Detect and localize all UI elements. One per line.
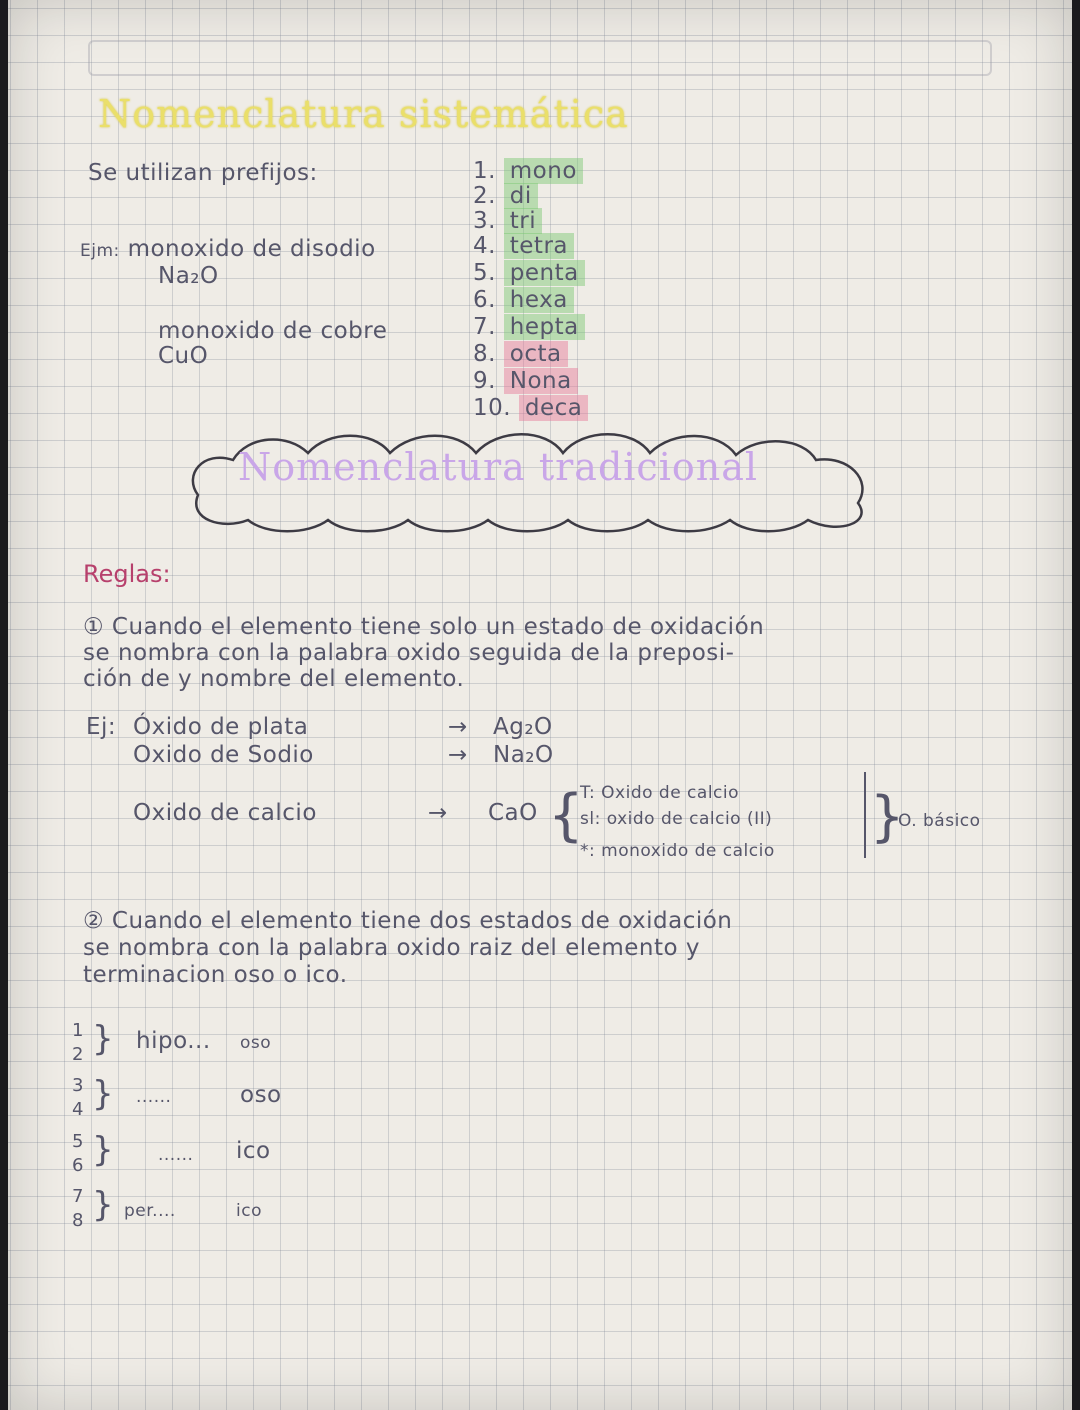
- prefix-name: tri: [504, 208, 542, 234]
- variant-stock: sl: oxido de calcio (II): [580, 809, 773, 829]
- regla1-line1: ① Cuando el elemento tiene solo un estado de oxidación: [83, 614, 765, 640]
- page-title: Nomenclatura sistemática: [98, 92, 629, 136]
- row-brace: }: [92, 1130, 114, 1170]
- prefix-item: [473, 368, 578, 394]
- ejemplo2-formula: CuO: [158, 343, 209, 369]
- regla2-line1: ② Cuando el elemento tiene dos estados de oxidación: [83, 908, 733, 934]
- prefix-name: mono: [504, 158, 583, 184]
- ejemplo-oxido-sodio: Oxido de Sodio: [133, 742, 314, 768]
- arrow-1: →: [448, 714, 468, 740]
- prefix-item: [473, 287, 574, 313]
- prefix-number: 7.: [473, 314, 496, 340]
- prefix-number: 3.: [473, 208, 496, 234]
- right-brace: }: [870, 785, 905, 848]
- header-box: [88, 40, 992, 76]
- prefix-number: 2.: [473, 183, 496, 209]
- prefix-item: [473, 208, 542, 234]
- prefix-name: penta: [504, 260, 585, 286]
- ejemplos-label: Ej:: [86, 714, 117, 740]
- prefix-number: 5.: [473, 260, 496, 286]
- prefix-item: [473, 183, 538, 209]
- row-number: 6: [72, 1155, 84, 1176]
- ejemplo1-formula: Na₂O: [158, 263, 219, 289]
- row-prefix: ......: [158, 1145, 194, 1165]
- formula-na2o: Na₂O: [493, 742, 554, 768]
- prefix-number: 1.: [473, 158, 496, 184]
- row-number: 1: [72, 1020, 84, 1041]
- row-prefix: per....: [124, 1201, 176, 1221]
- formula-ag2o: Ag₂O: [493, 714, 553, 740]
- row-number: 3: [72, 1075, 84, 1096]
- prefix-name: octa: [504, 341, 568, 367]
- row-suffix: ico: [236, 1201, 262, 1221]
- regla1-line2: se nombra con la palabra oxido seguida de la preposi-: [83, 640, 735, 666]
- prefix-item: [473, 233, 574, 259]
- arrow-2: →: [448, 742, 468, 768]
- ejemplo-label: Ejm:: [80, 241, 120, 261]
- formula-cao: CaO: [488, 800, 538, 826]
- tradicional-title: Nomenclatura tradicional: [238, 445, 759, 489]
- regla1-line3: ción de y nombre del elemento.: [83, 666, 465, 692]
- variant-tradicional: T: Oxido de calcio: [580, 783, 740, 803]
- row-number: 2: [72, 1044, 84, 1065]
- divider-line: [864, 772, 866, 858]
- ejemplo-oxido-calcio: Oxido de calcio: [133, 800, 317, 826]
- prefix-number: 8.: [473, 341, 496, 367]
- prefix-number: 9.: [473, 368, 496, 394]
- arrow-3: →: [428, 800, 448, 826]
- ejemplo-oxido-plata: Óxido de plata: [133, 714, 309, 740]
- left-brace: {: [548, 783, 584, 848]
- prefix-name: deca: [519, 395, 589, 421]
- prefix-number: 6.: [473, 287, 496, 313]
- prefix-number: 10.: [473, 395, 512, 421]
- notebook-page: [8, 0, 1072, 1410]
- prefix-name: Nona: [504, 368, 578, 394]
- reglas-heading: Reglas:: [83, 560, 171, 588]
- row-brace: }: [92, 1185, 114, 1225]
- row-suffix: oso: [240, 1033, 272, 1053]
- prefijos-intro: Se utilizan prefijos:: [88, 160, 318, 186]
- prefix-number: 4.: [473, 233, 496, 259]
- regla2-line2: se nombra con la palabra oxido raiz del elemento y: [83, 935, 700, 961]
- row-number: 5: [72, 1131, 84, 1152]
- row-suffix: oso: [240, 1082, 282, 1108]
- prefix-name: hexa: [504, 287, 574, 313]
- ejemplo-line-1: [80, 236, 376, 264]
- prefix-name: tetra: [504, 233, 574, 259]
- prefix-item: [473, 314, 585, 340]
- oxido-basico-label: O. básico: [898, 811, 981, 831]
- row-brace: }: [92, 1074, 114, 1114]
- row-prefix: ......: [136, 1087, 172, 1107]
- row-number: 4: [72, 1099, 84, 1120]
- prefix-name: hepta: [504, 314, 585, 340]
- regla2-line3: terminacion oso o ico.: [83, 962, 348, 988]
- prefix-item: [473, 341, 568, 367]
- row-prefix: hipo...: [136, 1028, 211, 1054]
- prefix-item: [473, 158, 583, 184]
- row-brace: }: [92, 1019, 114, 1059]
- ejemplo1-name: monoxido de disodio: [127, 236, 376, 262]
- prefix-name: di: [504, 183, 538, 209]
- variant-sistematica: *: monoxido de calcio: [580, 841, 775, 861]
- prefix-item: [473, 395, 588, 421]
- ejemplo2-name: monoxido de cobre: [158, 318, 388, 344]
- row-number: 8: [72, 1210, 84, 1231]
- row-suffix: ico: [236, 1138, 271, 1164]
- row-number: 7: [72, 1186, 84, 1207]
- prefix-item: [473, 260, 585, 286]
